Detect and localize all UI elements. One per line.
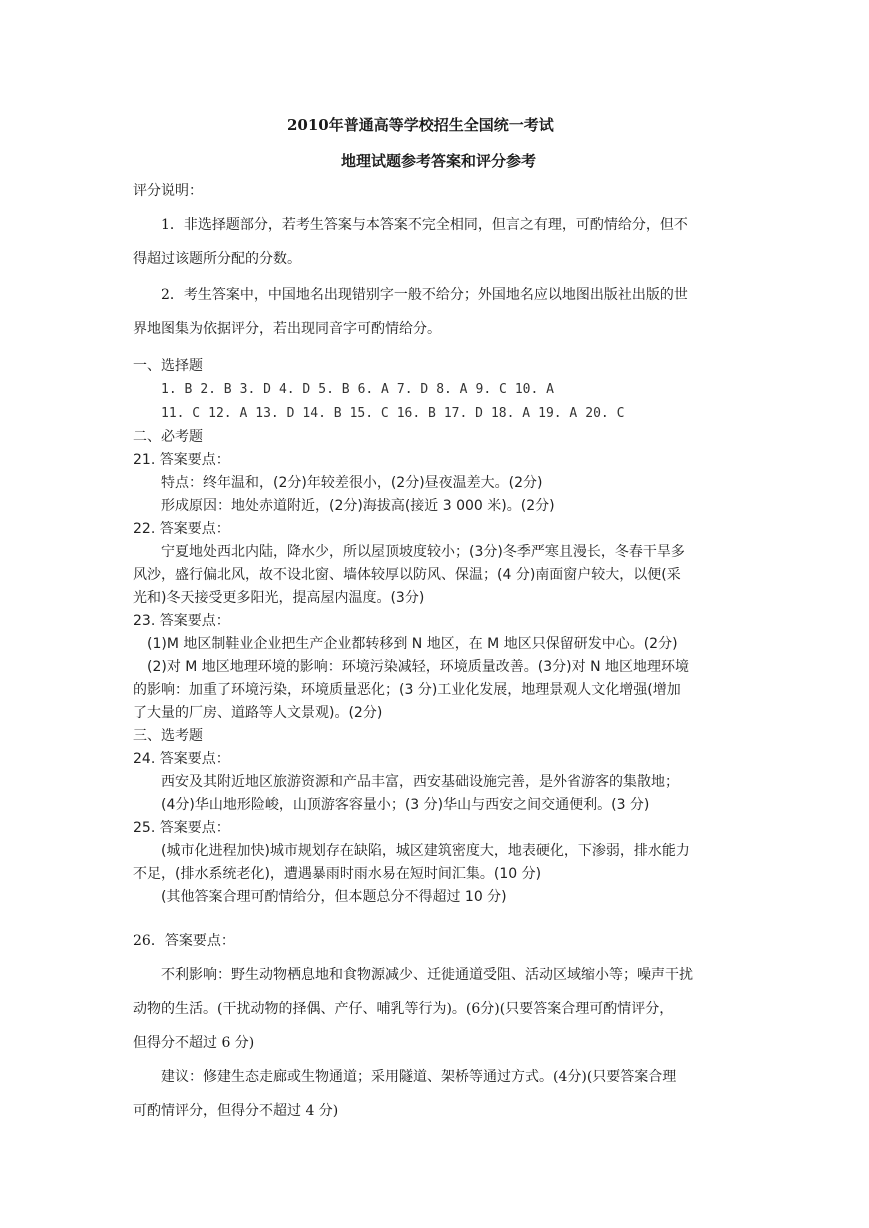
q22-line-3: 光和)冬天接受更多阳光，提高屋内温度。(3分) — [133, 590, 425, 606]
q23-heading: 23. 答案要点： — [133, 613, 230, 629]
mc-answer: 1. B — [161, 382, 193, 397]
q26-heading: 26．答案要点： — [133, 933, 235, 949]
mc-answer: 3. D — [239, 382, 271, 397]
q26-line-1: 不利影响：野生动物栖息地和食物源减少、迁徙通道受阻、活动区域缩小等；噪声干扰 — [161, 967, 693, 983]
q24-line-1: 西安及其附近地区旅游资源和产品丰富，西安基础设施完善，是外省游客的集散地； — [161, 774, 679, 790]
mc-answer: 6. A — [357, 382, 389, 397]
mc-answer: 2. B — [200, 382, 232, 397]
mc-answer: 9. C — [475, 382, 507, 397]
q23-line-1: (1)M 地区制鞋业企业把生产企业都转移到 N 地区，在 M 地区只保留研发中心。(2分) — [147, 636, 678, 652]
mc-answer: 13. D — [255, 406, 295, 421]
mc-answer: 5. B — [318, 382, 350, 397]
q26-line-2: 动物的生活。(干扰动物的择偶、产仔、哺乳等行为)。(6分)(只要答案合理可酌情评分， — [133, 1001, 674, 1017]
notes-heading: 评分说明： — [133, 183, 203, 199]
mc-answer: 8. A — [436, 382, 468, 397]
mc-answer: 10. A — [514, 382, 554, 397]
mc-answers-row-2 — [161, 406, 632, 421]
q22-line-1: 宁夏地处西北内陆，降水少，所以屋顶坡度较小；(3分)冬季严寒且漫长，冬春干旱多 — [161, 544, 685, 560]
mc-answer: 14. B — [302, 406, 342, 421]
q25-heading: 25. 答案要点： — [133, 820, 230, 836]
mc-answer: 11. C — [161, 406, 201, 421]
mc-answer: 12. A — [208, 406, 248, 421]
mc-answer: 17. D — [443, 406, 483, 421]
note-1-line-1: 1．非选择题部分，若考生答案与本答案不完全相同，但言之有理，可酌情给分，但不 — [161, 217, 688, 233]
mc-answer: 20. C — [585, 406, 625, 421]
mc-answer: 4. D — [278, 382, 311, 397]
section-2-heading: 二、必考题 — [133, 429, 203, 445]
q21-line-1: 特点：终年温和，(2分)年较差很小，(2分)昼夜温差大。(2分) — [161, 475, 543, 491]
note-2-line-1: 2．考生答案中，中国地名出现错别字一般不给分；外国地名应以地图出版社出版的世 — [161, 287, 688, 303]
mc-answer: 7. D — [396, 382, 429, 397]
q21-heading: 21. 答案要点： — [133, 452, 230, 468]
q26-line-5: 可酌情评分，但得分不超过 4 分) — [133, 1103, 339, 1119]
document-subtitle: 地理试题参考答案和评分参考 — [341, 152, 537, 170]
note-2-line-2: 界地图集为依据评分，若出现同音字可酌情给分。 — [133, 321, 441, 337]
q22-line-2: 风沙，盛行偏北风，故不设北窗、墙体较厚以防风、保温；(4 分)南面窗户较大，以便(采 — [133, 567, 681, 583]
section-3-heading: 三、选考题 — [133, 728, 203, 744]
note-1-line-2: 得超过该题所分配的分数。 — [133, 251, 301, 267]
q26-line-4: 建议：修建生态走廊或生物通道；采用隧道、架桥等通过方式。(4分)(只要答案合理 — [161, 1069, 677, 1085]
q23-line-4: 了大量的厂房、道路等人文景观)。(2分) — [133, 705, 383, 721]
q25-line-1: (城市化进程加快)城市规划存在缺陷，城区建筑密度大，地表硬化，下渗弱，排水能力 — [161, 843, 690, 859]
q24-line-2: (4分)华山地形险峻，山顶游客容量小；(3 分)华山与西安之间交通便利。(3 分) — [161, 797, 650, 813]
q23-line-2: (2)对 M 地区地理环境的影响：环境污染减轻，环境质量改善。(3分)对 N 地区地理环境 — [147, 659, 690, 675]
mc-answer: 15. C — [349, 406, 389, 421]
q24-heading: 24. 答案要点： — [133, 751, 230, 767]
q25-line-3: (其他答案合理可酌情给分，但本题总分不得超过 10 分) — [161, 889, 507, 905]
q26-line-3: 但得分不超过 6 分) — [133, 1035, 255, 1051]
q21-line-2: 形成原因：地处赤道附近，(2分)海拔高(接近 3 000 米)。(2分) — [161, 498, 555, 514]
q25-line-2: 不足，(排水系统老化)，遭遇暴雨时雨水易在短时间汇集。(10 分) — [133, 866, 542, 882]
mc-answers-row-1 — [161, 382, 562, 397]
mc-answer: 18. A — [490, 406, 531, 421]
mc-answer: 19. A — [538, 406, 578, 421]
q23-line-3: 的影响：加重了环境污染，环境质量恶化；(3 分)工业化发展，地理景观人文化增强(增加 — [133, 682, 681, 698]
section-1-heading: 一、选择题 — [133, 358, 203, 374]
mc-answer: 16. B — [396, 406, 436, 421]
document-title: 2010年普通高等学校招生全国统一考试 — [287, 116, 554, 134]
q22-heading: 22. 答案要点： — [133, 521, 230, 537]
